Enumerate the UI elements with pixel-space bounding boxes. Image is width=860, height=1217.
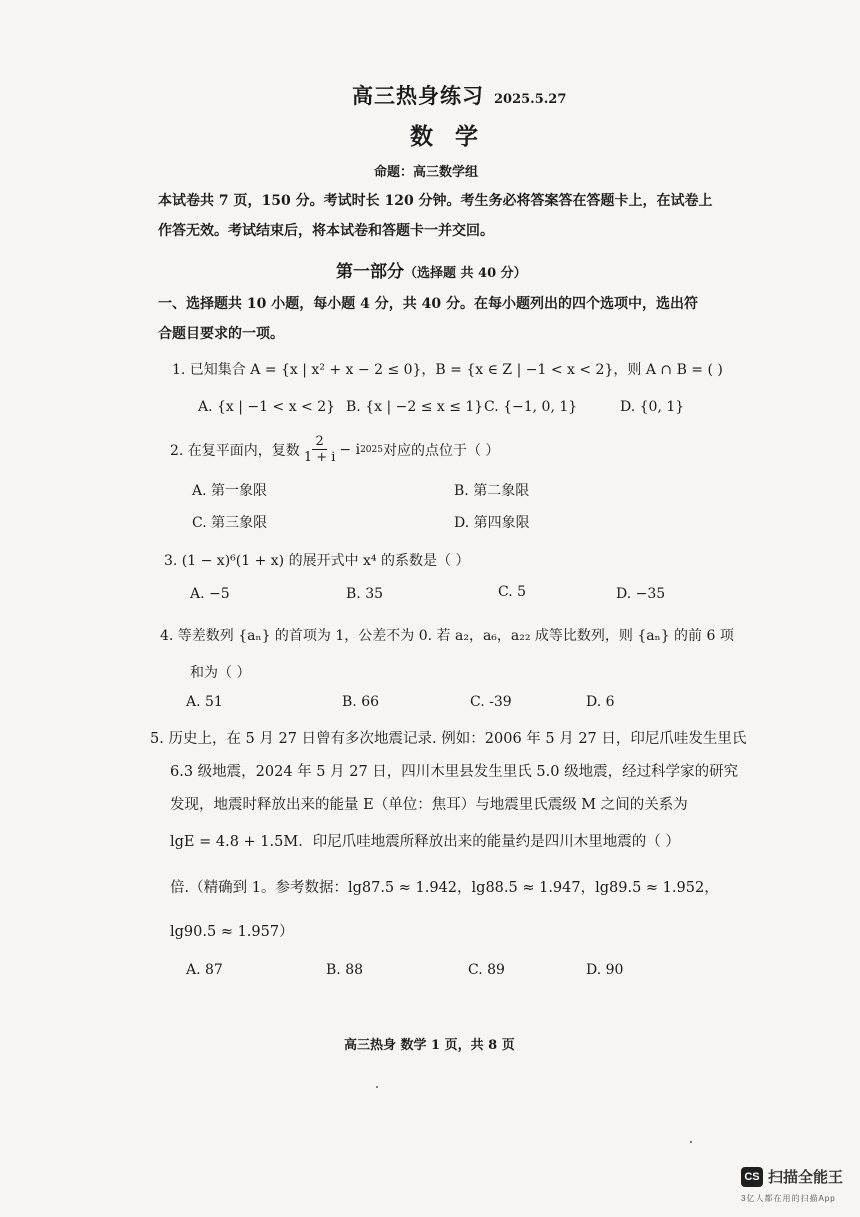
scanner-logo-icon: CS [741,1167,763,1187]
section-line-1: 一、选择题共 10 小题，每小题 4 分，共 40 分。在每小题列出的四个选项中，选出符 [158,296,698,312]
q3-option-a: A. −5 [190,586,230,602]
scan-speck [376,1086,378,1088]
q4-stem-2: 和为（ ） [190,665,251,681]
q4-option-d: D. 6 [586,694,615,710]
q2-option-a: A. 第一象限 [192,483,268,499]
q2-fraction [304,434,336,465]
q2-fraction-denominator: 1 + i [303,450,336,465]
q2-stem-post: − i [339,441,361,458]
part-title: 第一部分 [336,262,404,282]
q5-line-5: 倍.（精确到 1。参考数据：lg87.5 ≈ 1.942，lg88.5 ≈ 1.947，lg89.5 ≈ 1.952， [170,880,719,896]
scan-speck [690,1141,692,1143]
exam-date: 2025.5.27 [494,92,567,107]
q5-option-d: D. 90 [586,962,624,978]
q5-line-1: 5. 历史上，在 5 月 27 日曾有多次地震记录. 例如：2006 年 5 月 27 日，印尼爪哇发生里氏 [150,731,747,747]
q2-fraction-numerator: 2 [312,434,326,450]
q3-option-c: C. 5 [498,584,527,600]
exam-title [352,80,566,110]
intro-line-2: 作答无效。考试结束后，将本试卷和答题卡一并交回。 [158,223,494,239]
q1-stem: 1. 已知集合 A = {x | x² + x − 2 ≤ 0}，B = {x ∈ Z | −1 < x < 2}，则 A ∩ B = ( ) [172,362,723,378]
q3-option-b: B. 35 [346,586,384,602]
q1-option-b: B. {x | −2 ≤ x ≤ 1} [346,399,484,415]
q2-stem-pre: 2. 在复平面内，复数 [170,442,300,459]
q2-option-d: D. 第四象限 [454,515,530,531]
q2-stem [170,434,499,465]
q4-option-b: B. 66 [342,694,380,710]
q5-line-3: 发现，地震时释放出来的能量 E（单位：焦耳）与地震里氏震级 M 之间的关系为 [170,797,688,813]
subject-title: 数学 [410,123,500,150]
q2-exponent: 2025 [360,444,383,455]
section-line-2: 合题目要求的一项。 [158,326,284,342]
intro-line-1: 本试卷共 7 页，150 分。考试时长 120 分钟。考生务必将答案答在答题卡上，在试卷上 [158,193,713,209]
q5-option-a: A. 87 [186,962,223,978]
part-heading [336,257,527,282]
q4-option-c: C. -39 [470,694,512,710]
q5-line-4: lgE = 4.8 + 1.5M．印尼爪哇地震所释放出来的能量约是四川木里地震的（ ） [170,834,680,850]
q1-option-a: A. {x | −1 < x < 2} [198,399,336,415]
q2-option-b: B. 第二象限 [454,483,530,499]
author-line: 命题：高三数学组 [374,165,479,180]
scanner-tagline: 3亿人都在用的扫描App [741,1194,836,1203]
scanner-app-name: 扫描全能王 [768,1169,844,1186]
q5-line-2: 6.3 级地震，2024 年 5 月 27 日，四川木里县发生里氏 5.0 级地震，经过科学家的研究 [170,764,739,780]
q4-stem: 4. 等差数列 {aₙ} 的首项为 1，公差不为 0. 若 a₂，a₆，a₂₂ 成等比数列，则 {aₙ} 的前 6 项 [160,628,734,644]
q2-option-c: C. 第三象限 [192,515,268,531]
q3-stem: 3. (1 − x)⁶(1 + x) 的展开式中 x⁴ 的系数是（ ） [164,553,470,569]
q2-stem-end: 对应的点位于（ ） [382,442,500,459]
q1-option-c: C. {−1, 0, 1} [484,399,578,415]
q3-option-d: D. −35 [616,586,666,602]
q5-option-c: C. 89 [468,962,505,978]
q4-option-a: A. 51 [186,694,223,710]
page-footer: 高三热身 数学 1 页，共 8 页 [344,1038,515,1053]
part-note: （选择题 共 40 分） [404,266,527,281]
q5-line-6: lg90.5 ≈ 1.957） [170,924,294,940]
exam-title-text: 高三热身练习 [352,83,484,108]
q1-option-d: D. {0, 1} [620,399,685,415]
q5-option-b: B. 88 [326,962,364,978]
